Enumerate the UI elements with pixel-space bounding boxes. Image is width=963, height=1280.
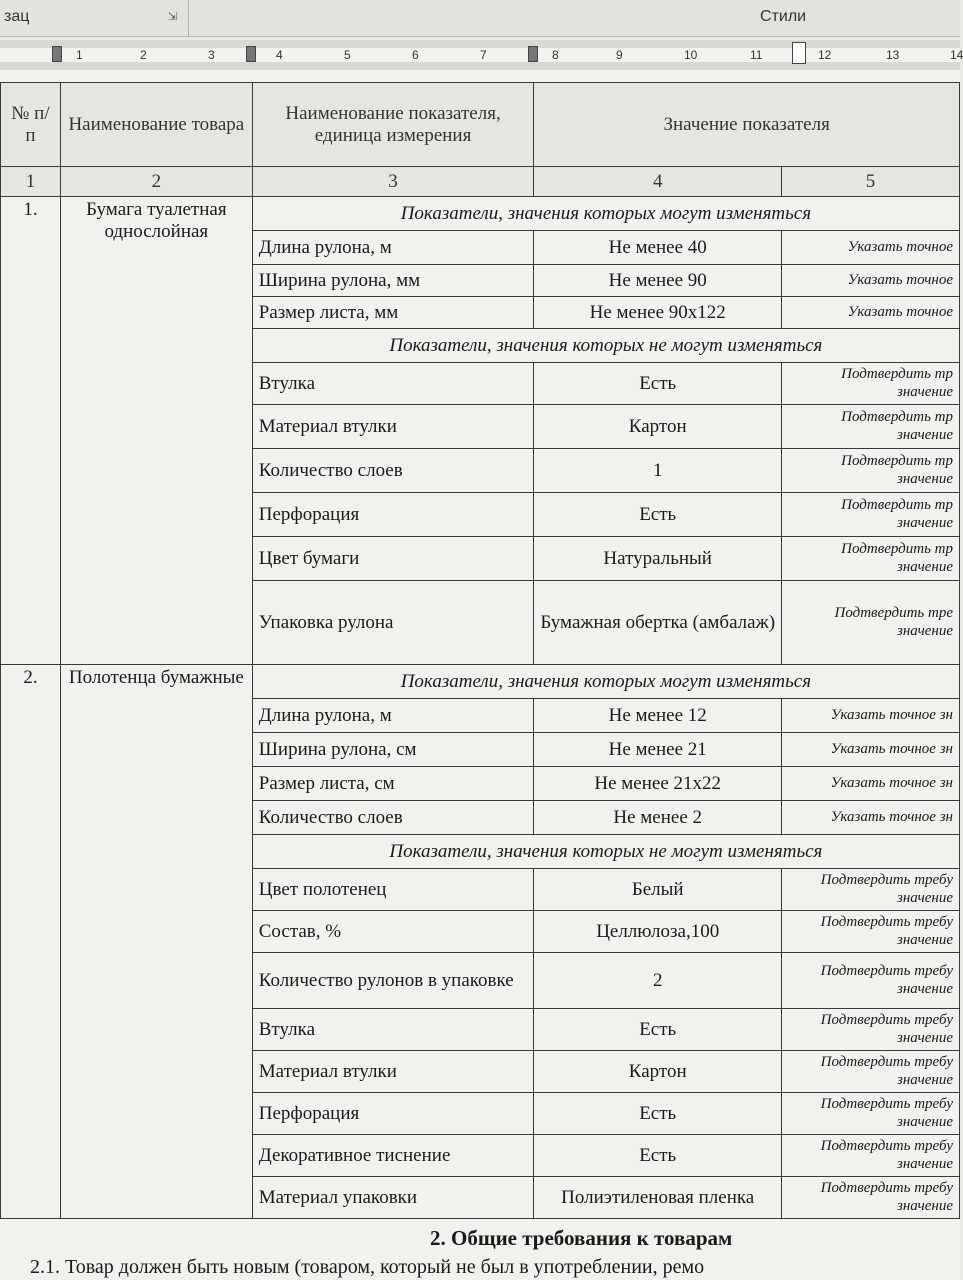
note-line-2: значение (896, 470, 953, 487)
ribbon-separator (188, 0, 189, 36)
indicator-value: Есть (534, 1009, 782, 1051)
indicator-note: Указать точное зн (782, 733, 960, 767)
indicator-name: Упаковка рулона (252, 581, 534, 665)
ruler-number: 13 (886, 48, 900, 62)
note-line-1: Подтвердить требу (820, 1012, 953, 1029)
ruler-number: 7 (480, 48, 487, 62)
specification-table (0, 82, 960, 1219)
header-indicator: Наименование показателя, единица измерения (252, 83, 534, 167)
horizontal-ruler[interactable] (0, 40, 963, 71)
ruler-number: 10 (684, 48, 698, 62)
indicator-value: Есть (534, 493, 782, 537)
indicator-value: Не менее 2 (534, 801, 782, 835)
paragraph-group-label: зац (4, 8, 30, 25)
note-line-2: значение (896, 1029, 953, 1046)
dialog-launcher-icon[interactable]: ⇲ (168, 11, 178, 23)
fixed-section-label: Показатели, значения которых не могут изменяться (252, 329, 959, 363)
document-page (0, 70, 960, 1280)
indicator-value: Не менее 90 (534, 265, 782, 297)
note-line-1: Подтвердить требу (820, 1180, 953, 1197)
col-number-4: 4 (534, 167, 782, 197)
col-number-1: 1 (1, 167, 61, 197)
indicator-note: Указать точное (782, 265, 960, 297)
paragraph-text[interactable]: 2.1. Товар должен быть новым (товаром, который не был в употреблении, ремо (30, 1256, 705, 1278)
indicator-name: Материал втулки (252, 405, 534, 449)
indicator-note: Указать точное зн (782, 801, 960, 835)
ruler-number: 2 (140, 48, 147, 62)
ruler-number: 12 (818, 48, 832, 62)
note-line-1: Подтвердить требу (820, 914, 953, 931)
column-marker-icon[interactable] (52, 46, 62, 62)
styles-group-label: Стили (760, 8, 807, 25)
indicator-note (782, 869, 960, 911)
indicator-note (782, 1177, 960, 1219)
indicator-name: Состав, % (252, 911, 534, 953)
note-line-1: Подтвердить требу (820, 872, 953, 889)
ruler-number: 3 (208, 48, 215, 62)
ruler-number: 8 (552, 48, 559, 62)
indicator-note (782, 1051, 960, 1093)
note-line-2: значение (896, 1197, 953, 1214)
item-number: 2. (1, 665, 61, 1219)
column-marker-icon[interactable] (528, 46, 538, 62)
indicator-name: Цвет полотенец (252, 869, 534, 911)
indicator-name: Материал втулки (252, 1051, 534, 1093)
indicator-note (782, 1009, 960, 1051)
table-row (1, 665, 960, 699)
col-number-5: 5 (782, 167, 960, 197)
note-line-1: Подтвердить требу (820, 1096, 953, 1113)
indicator-name: Размер листа, мм (252, 297, 534, 329)
ruler-scale (0, 48, 963, 62)
note-line-1: Подтвердить тр (841, 453, 953, 470)
indicator-name: Цвет бумаги (252, 537, 534, 581)
ruler-number: 6 (412, 48, 419, 62)
note-line-2: значение (896, 514, 953, 531)
indicator-value: Есть (534, 1093, 782, 1135)
section-heading: 2. Общие требования к товарам (430, 1226, 733, 1250)
header-product: Наименование товара (60, 83, 252, 167)
indicator-name: Количество рулонов в упаковке (252, 953, 534, 1009)
indicator-value: Есть (534, 1135, 782, 1177)
indicator-note (782, 363, 960, 405)
ruler-number: 4 (276, 48, 283, 62)
table-row (1, 197, 960, 231)
note-line-1: Подтвердить тре (834, 605, 953, 622)
indicator-note (782, 405, 960, 449)
note-line-2: значение (896, 622, 953, 639)
indicator-value: Картон (534, 1051, 782, 1093)
col-number-3: 3 (252, 167, 534, 197)
indicator-name: Количество слоев (252, 449, 534, 493)
column-number-row (1, 167, 960, 197)
note-line-2: значение (896, 889, 953, 906)
indicator-note (782, 493, 960, 537)
indicator-note: Указать точное зн (782, 767, 960, 801)
indicator-name: Ширина рулона, см (252, 733, 534, 767)
header-value: Значение показателя (534, 83, 960, 167)
note-line-1: Подтвердить тр (841, 409, 953, 426)
indicator-note (782, 537, 960, 581)
variable-section-label: Показатели, значения которых могут изменяться (252, 197, 959, 231)
note-line-2: значение (896, 1113, 953, 1130)
column-marker-icon[interactable] (246, 46, 256, 62)
indicator-name: Длина рулона, м (252, 699, 534, 733)
indicator-note: Указать точное (782, 297, 960, 329)
product-name: Полотенца бумажные (60, 665, 252, 1219)
indicator-value: Не менее 12 (534, 699, 782, 733)
note-line-2: значение (896, 1155, 953, 1172)
fixed-section-label: Показатели, значения которых не могут изменяться (252, 835, 959, 869)
ruler-number: 14 (950, 48, 963, 62)
indicator-note (782, 1135, 960, 1177)
ruler-number: 11 (750, 48, 763, 62)
indicator-note (782, 911, 960, 953)
indicator-value: Натуральный (534, 537, 782, 581)
indicator-value: Картон (534, 405, 782, 449)
note-line-1: Подтвердить требу (820, 1138, 953, 1155)
indicator-value: Бумажная обертка (амбалаж) (534, 581, 782, 665)
note-line-1: Подтвердить требу (820, 1054, 953, 1071)
note-line-1: Подтвердить тр (841, 541, 953, 558)
indicator-value: Полиэтиленовая пленка (534, 1177, 782, 1219)
indicator-name: Размер листа, см (252, 767, 534, 801)
indicator-note: Указать точное зн (782, 699, 960, 733)
indicator-name: Втулка (252, 363, 534, 405)
note-line-2: значение (896, 383, 953, 400)
note-line-1: Подтвердить тр (841, 497, 953, 514)
indicator-note: Указать точное (782, 231, 960, 265)
note-line-2: значение (896, 931, 953, 948)
indicator-name: Перфорация (252, 1093, 534, 1135)
indicator-name: Ширина рулона, мм (252, 265, 534, 297)
indicator-name: Перфорация (252, 493, 534, 537)
variable-section-label: Показатели, значения которых могут изменяться (252, 665, 959, 699)
indicator-value: 1 (534, 449, 782, 493)
indicator-value: Не менее 21х22 (534, 767, 782, 801)
indicator-name: Количество слоев (252, 801, 534, 835)
ruler-number: 1 (76, 48, 83, 62)
ruler-number: 5 (344, 48, 351, 62)
item-number: 1. (1, 197, 61, 665)
table-header-row (1, 83, 960, 167)
product-name: Бумага туалетная однослойная (60, 197, 252, 665)
ribbon-bar (0, 0, 960, 37)
header-number: № п/п (1, 83, 61, 167)
indicator-note (782, 953, 960, 1009)
indicator-name: Длина рулона, м (252, 231, 534, 265)
ruler-number: 9 (616, 48, 623, 62)
indicator-value: Белый (534, 869, 782, 911)
indicator-value: Не менее 90х122 (534, 297, 782, 329)
indicator-note (782, 1093, 960, 1135)
indicator-value: Целлюлоза,100 (534, 911, 782, 953)
note-line-2: значение (896, 1071, 953, 1088)
indent-marker-icon[interactable] (792, 42, 806, 64)
note-line-1: Подтвердить тр (841, 366, 953, 383)
note-line-2: значение (896, 426, 953, 443)
indicator-note (782, 449, 960, 493)
note-line-2: значение (896, 980, 953, 997)
indicator-value: 2 (534, 953, 782, 1009)
indicator-name: Декоративное тиснение (252, 1135, 534, 1177)
indicator-note (782, 581, 960, 665)
indicator-name: Материал упаковки (252, 1177, 534, 1219)
indicator-value: Не менее 40 (534, 231, 782, 265)
indicator-value: Есть (534, 363, 782, 405)
indicator-value: Не менее 21 (534, 733, 782, 767)
note-line-2: значение (896, 558, 953, 575)
note-line-1: Подтвердить требу (820, 963, 953, 980)
col-number-2: 2 (60, 167, 252, 197)
indicator-name: Втулка (252, 1009, 534, 1051)
